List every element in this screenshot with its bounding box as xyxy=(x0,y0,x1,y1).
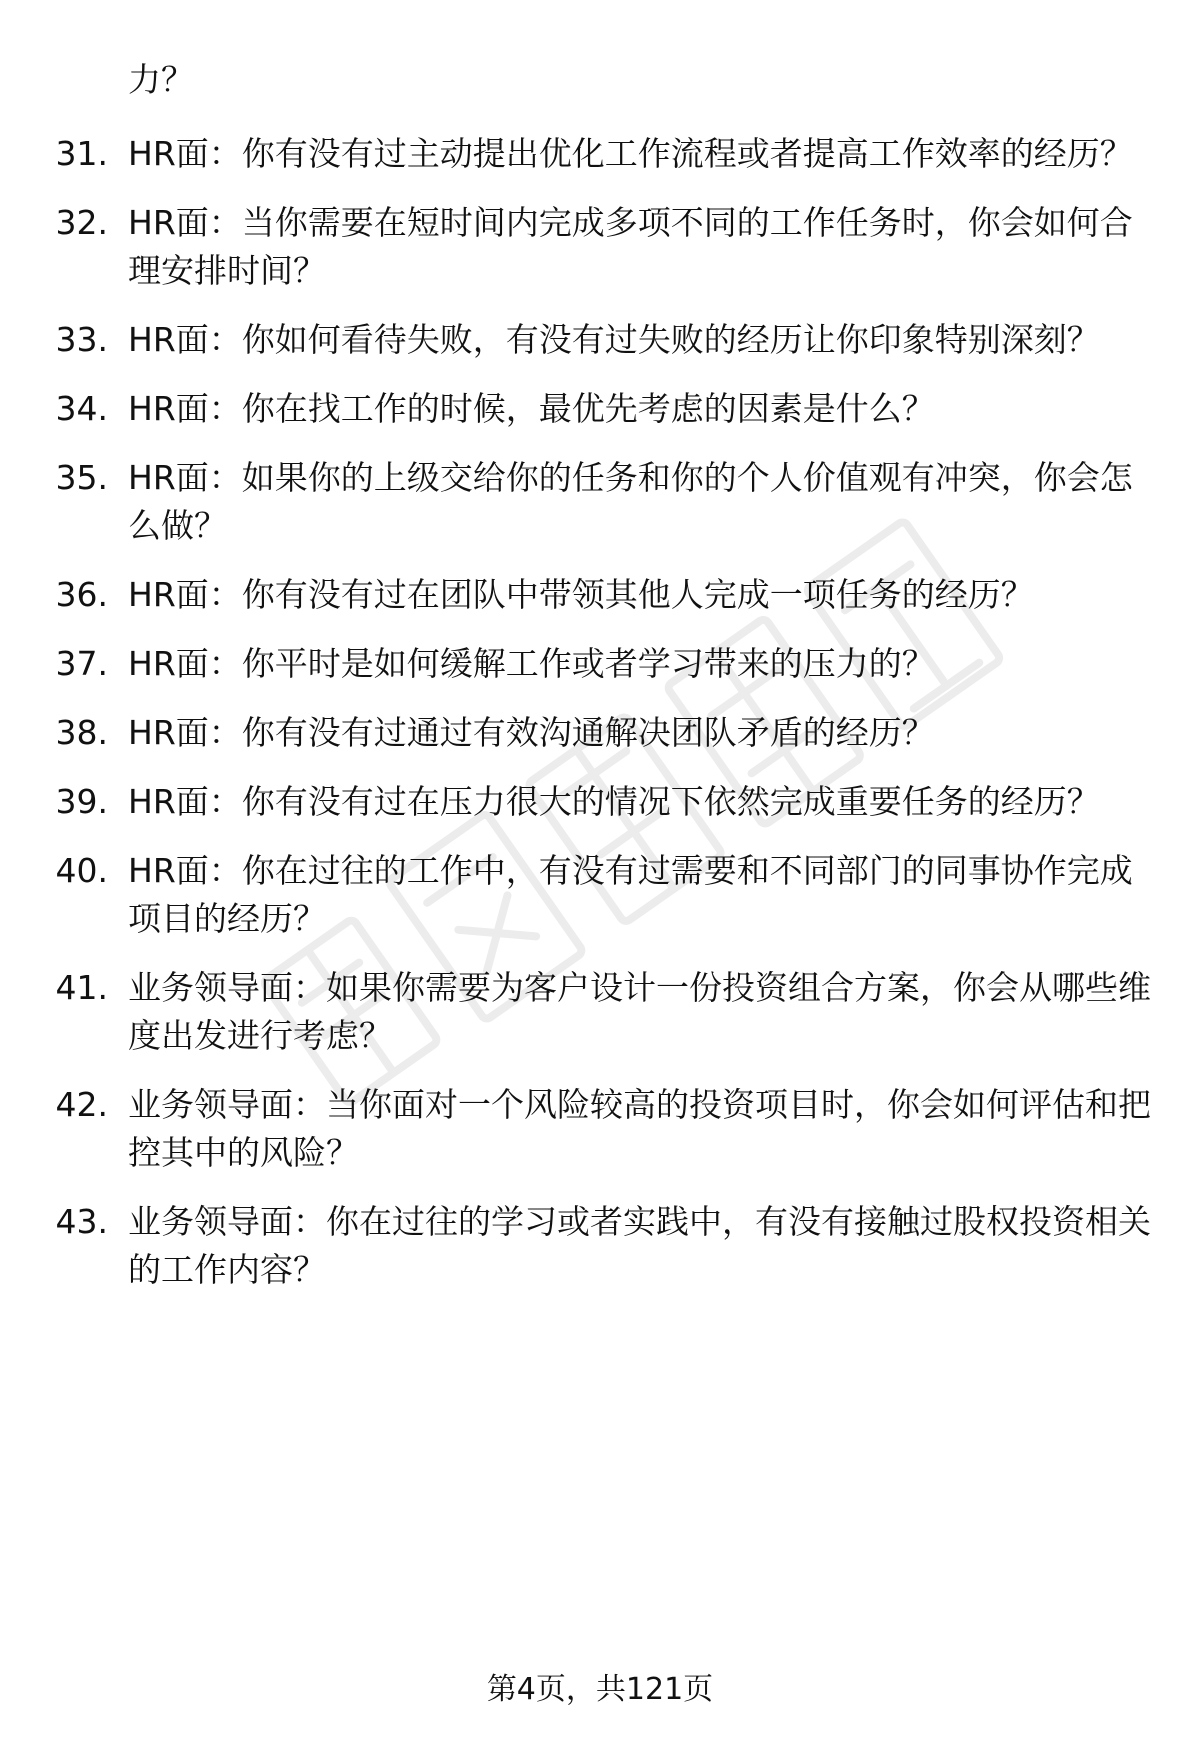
question-text: HR面：你在找工作的时候，最优先考虑的因素是什么？ xyxy=(128,389,935,428)
question-number: 39. xyxy=(55,782,108,821)
question-text: HR面：你在过往的工作中，有没有过需要和不同部门的同事协作完成项目的经历？ xyxy=(128,851,1133,938)
list-item xyxy=(0,778,1200,826)
question-text: HR面：当你需要在短时间内完成多项不同的工作任务时，你会如何合理安排时间？ xyxy=(128,203,1133,290)
question-number: 34. xyxy=(55,389,108,428)
question-number: 35. xyxy=(55,458,108,497)
question-text: 业务领导面：如果你需要为客户设计一份投资组合方案，你会从哪些维度出发进行考虑？ xyxy=(128,968,1151,1055)
list-item xyxy=(0,640,1200,688)
question-number: 33. xyxy=(55,320,108,359)
question-number: 38. xyxy=(55,713,108,752)
question-text: HR面：你平时是如何缓解工作或者学习带来的压力的？ xyxy=(128,644,935,683)
list-item xyxy=(0,385,1200,433)
question-text: HR面：如果你的上级交给你的任务和你的个人价值观有冲突，你会怎么做？ xyxy=(128,458,1133,545)
list-item xyxy=(0,709,1200,757)
question-text: HR面：你有没有过在压力很大的情况下依然完成重要任务的经历？ xyxy=(128,782,1100,821)
question-text: HR面：你如何看待失败，有没有过失败的经历让你印象特别深刻？ xyxy=(128,320,1100,359)
question-number: 41. xyxy=(55,968,108,1007)
question-text: 业务领导面：你在过往的学习或者实践中，有没有接触过股权投资相关的工作内容？ xyxy=(128,1202,1151,1289)
question-number: 37. xyxy=(55,644,108,683)
question-text: HR面：你有没有过主动提出优化工作流程或者提高工作效率的经历？ xyxy=(128,134,1133,173)
list-item xyxy=(0,130,1200,178)
question-text: 业务领导面：当你面对一个风险较高的投资项目时，你会如何评估和把控其中的风险？ xyxy=(128,1085,1151,1172)
question-number: 36. xyxy=(55,575,108,614)
list-item xyxy=(0,847,1200,943)
list-item xyxy=(0,1081,1200,1177)
question-number: 31. xyxy=(55,134,108,173)
list-item xyxy=(0,1198,1200,1294)
list-item xyxy=(0,454,1200,550)
question-text: HR面：你有没有过在团队中带领其他人完成一项任务的经历？ xyxy=(128,575,1034,614)
question-text: HR面：你有没有过通过有效沟通解决团队矛盾的经历？ xyxy=(128,713,935,752)
list-item xyxy=(0,199,1200,295)
continued-question-text: 力？ xyxy=(128,60,194,99)
list-item xyxy=(0,571,1200,619)
question-list xyxy=(0,130,1200,1315)
question-number: 40. xyxy=(55,851,108,890)
question-number: 32. xyxy=(55,203,108,242)
page-number-footer: 第4页，共121页 xyxy=(486,1672,714,1707)
question-number: 42. xyxy=(55,1085,108,1124)
question-number: 43. xyxy=(55,1202,108,1241)
list-item xyxy=(0,964,1200,1060)
list-item xyxy=(0,316,1200,364)
